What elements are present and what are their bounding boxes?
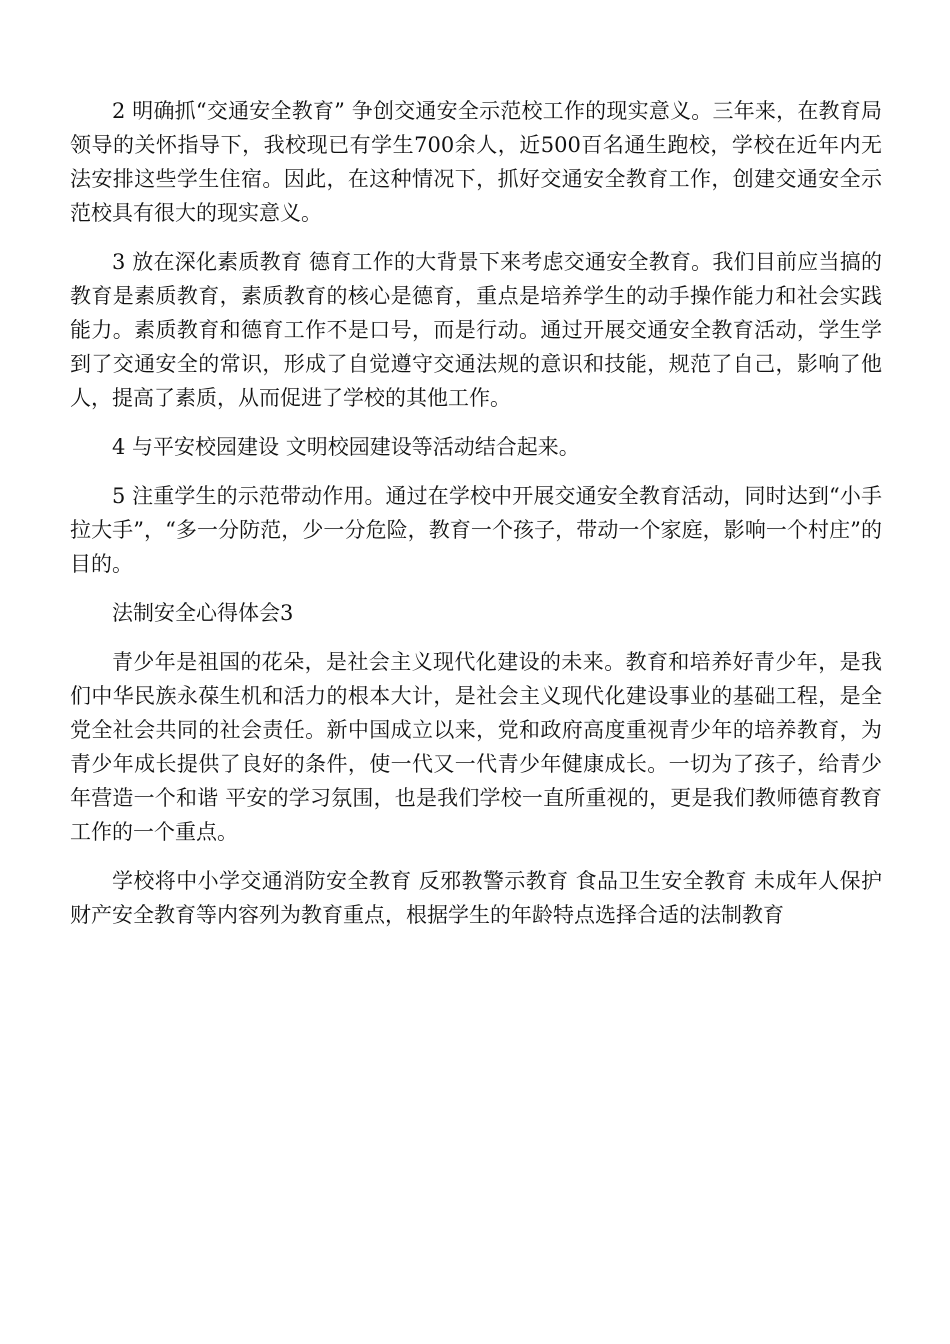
paragraph-item-5: 5 注重学生的示范带动作用。通过在学校中开展交通安全教育活动，同时达到“小手拉大手”，“多一分防范，少一分危险，教育一个孩子，带动一个家庭，影响一个村庄”的目的。: [70, 484, 882, 576]
paragraph-item-2: 2 明确抓“交通安全教育” 争创交通安全示范校工作的现实意义。三年来，在教育局领导的关怀指导下，我校现已有学生700余人，近500百名通生跑校，学校在近年内无法安排这些学生住宿。因此，在这种情况下，抓好交通安全教育工作，创建交通安全示范校具有很大的现实意义。: [70, 99, 882, 225]
paragraph-intro: 青少年是祖国的花朵，是社会主义现代化建设的未来。教育和培养好青少年，是我们中华民族永葆生机和活力的根本大计，是社会主义现代化建设事业的基础工程，是全党全社会共同的社会责任。新中国成立以来，党和政府高度重视青少年的培养教育，为青少年成长提供了良好的条件，使一代又一代青少年健康成长。一切为了孩子，给青少年营造一个和谐 平安的学习氛围，也是我们学校一直所重视的，更是我们教师德育教育工作的一个重点。: [70, 650, 882, 844]
paragraph-school-focus: 学校将中小学交通消防安全教育 反邪教警示教育 食品卫生安全教育 未成年人保护 财产安全教育等内容列为教育重点，根据学生的年龄特点选择合适的法制教育: [70, 869, 882, 927]
paragraph-item-4: 4 与平安校园建设 文明校园建设等活动结合起来。: [112, 435, 580, 459]
section-heading: 法制安全心得体会3: [112, 601, 294, 625]
document-page: [70, 94, 882, 947]
paragraph-item-3: 3 放在深化素质教育 德育工作的大背景下来考虑交通安全教育。我们目前应当搞的教育是素质教育，素质教育的核心是德育，重点是培养学生的动手操作能力和社会实践能力。素质教育和德育工作不是口号，而是行动。通过开展交通安全教育活动，学生学到了交通安全的常识，形成了自觉遵守交通法规的意识和技能，规范了自己，影响了他人，提高了素质，从而促进了学校的其他工作。: [70, 250, 882, 410]
